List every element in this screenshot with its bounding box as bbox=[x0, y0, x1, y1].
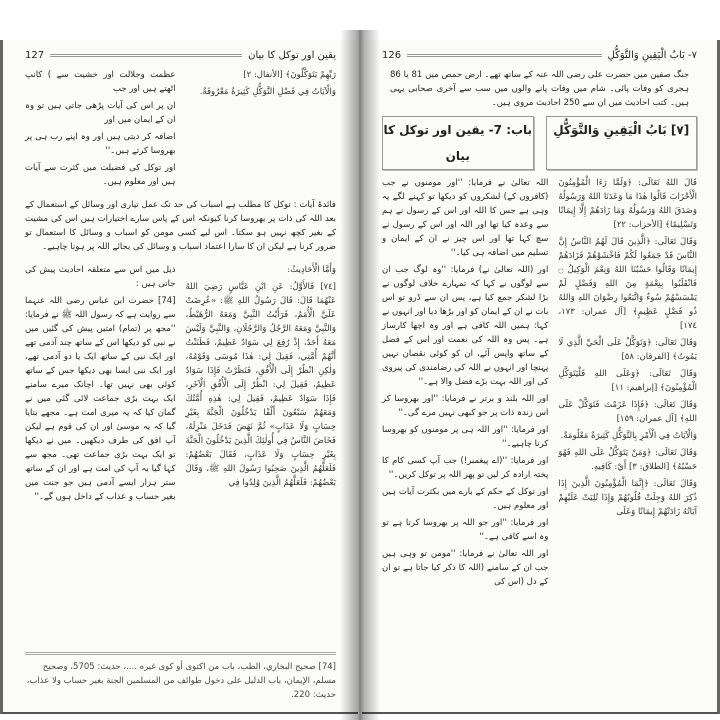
urdu-paragraph: اور (اللہ تعالیٰ نے) فرمایا: ''وہ لوگ جب ان سے لوگوں نے کہا کہ تمہارے خلاف لوگوں نے بڑا لشکر جمع کیا ہے، پس ان سے ڈرو تو اس بات نے ان کے ایمان کو اور بڑھا دیا اور انہوں نے کہا: ہمیں اللہ کافی ہے اور وہ اچھا کارساز ہے۔ پس وہ اللہ کی نعمت اور اس کے فضل کے ساتھ واپس آئے، ان کو کوئی نقصان نہیں پہنچا اور انہوں نے اللہ کی رضامندی کی پیروی کی اور اللہ بہت بڑے فضل والا ہے۔'' bbox=[382, 265, 549, 387]
arabic-verse: وَقَالَ تَعَالَى: ﴿وَتَوَكَّلْ عَلَى الْحَيِّ الَّذِي لَا يَمُوتُ﴾ [الفرقان: ٥٨] bbox=[558, 338, 697, 362]
urdu-paragraph: اور فرمایا: ''اور جو اللہ پر بھروسا کرتا ہے تو وہ اسے کافی ہے۔'' bbox=[382, 518, 549, 542]
intro-text: جنگ صفین میں حضرت علی رضی اللہ عنہ کے ساتھ تھے۔ ارض حمص میں 81 یا 86 ہجری کو وفات پائی۔ شام میں وفات پانے والوں میں سب سے آخری صحابی یہی ہیں۔ کتب احادیث میں ان سے 250 احادیث مروی ہیں۔ bbox=[390, 70, 690, 108]
urdu-paragraph: اللہ تعالیٰ نے فرمایا: ''اور مومنوں نے جب (کافروں کے) لشکروں کو دیکھا تو کہنے لگے یہ وہی ہے جس کا اللہ اور اس کے رسول نے ہم سے وعدہ کیا تھا اور اللہ اور اس کے رسول نے سچ کہا تھا اور اس چیز نے ان کے ایمان و تسلیم میں اضافہ ہی کیا۔'' bbox=[382, 178, 549, 258]
arabic-verse: وَقَالَ تَعَالَى: ﴿وَمَنْ يَتَوَكَّلْ عَلَى اللهِ فَهُوَ حَسْبُهُ﴾ [الطلاق: ٣] أَيْ: كَافِيهِ. bbox=[558, 448, 697, 472]
arabic-column bbox=[558, 176, 697, 592]
left-page bbox=[0, 40, 358, 714]
arabic-verse: وَقَالَ تَعَالَى: ﴿وَعَلَى اللهِ فَلْيَتَوَكَّلِ الْمُؤْمِنُونَ﴾ [إبراهيم: ١١] bbox=[558, 369, 697, 393]
arabic-text: وَأَمَّا الْأَحَادِيثُ: bbox=[287, 265, 336, 275]
arabic-verse: وَقَالَ تَعَالَى: ﴿الَّذِينَ قَالَ لَهُمُ النَّاسُ إِنَّ النَّاسَ قَدْ جَمَعُوا لَكُمْ فَاخْشَوْهُمْ فَزَادَهُمْ إِيمَانًا وَقَالُوا حَسْبُنَا اللهُ وَنِعْمَ الْوَكِيلُ ۝ فَانْقَلَبُوا بِنِعْمَةٍ مِنَ اللهِ وَفَضْلٍ لَمْ يَمْسَسْهُمْ سُوءٌ وَاتَّبَعُوا رِضْوَانَ اللهِ وَاللهُ ذُو فَضْلٍ عَظِيمٍ﴾ [آل عمران: ١٧٣، ١٧٤] bbox=[558, 237, 697, 331]
urdu-paragraph: عظمت وجلالت اور خشیت سے ) کانپ اٹھتے ہیں اور جب bbox=[25, 70, 176, 94]
arabic-verse: وَقَالَ تَعَالَى: ﴿إِنَّمَا الْمُؤْمِنُونَ الَّذِينَ إِذَا ذُكِرَ اللهُ وَجِلَتْ قُلُوبُهُمْ وَإِذَا تُلِيَتْ عَلَيْهِمْ آيَاتُهُ زَادَتْهُمْ إِيمَانًا وَعَلَى bbox=[558, 479, 697, 517]
urdu-paragraph: اور توکل کی فضیلت میں کثرت سے آیات ہیں اور معلوم ہیں۔ bbox=[25, 163, 176, 187]
urdu-paragraph: اور فرمایا: ''اور اللہ ہی پر مومنوں کو بھروسا کرنا چاہیے۔'' bbox=[382, 425, 549, 449]
arabic-column bbox=[186, 68, 337, 192]
urdu-paragraph: ذیل میں اس سے متعلقہ احادیث پیش کی جاتی ہیں : bbox=[25, 265, 176, 289]
urdu-paragraph: اور توکل کے حکم کے بارے میں بکثرت آیات ہیں اور معلوم ہیں۔ bbox=[382, 487, 549, 511]
urdu-paragraph: اور اللہ بلند و برتر نے فرمایا: ''اور بھروسا کر اس زندہ ذات پر جو کبھی نہیں مرے گی۔'' bbox=[382, 394, 549, 418]
verse-row bbox=[25, 68, 336, 192]
urdu-paragraph: اضافہ کر دیتی ہیں اور وہ اپنے رب ہی پر بھروسا کرتے ہیں۔'' bbox=[25, 132, 176, 156]
urdu-paragraph: ان پر اس کی آیات پڑھی جاتی ہیں تو وہ ان کے ایمان میں اور bbox=[25, 101, 176, 125]
page-number: 127 bbox=[25, 49, 45, 61]
urdu-chapter-title: باب: 7- یقین اور توکل کا بیان bbox=[382, 116, 534, 170]
arabic-verse: رَبِّهِمْ يَتَوَكَّلُونَ﴾ [الأنفال: ٢] bbox=[243, 70, 336, 80]
urdu-column bbox=[25, 68, 176, 192]
right-page-header bbox=[382, 48, 697, 62]
benefit-note: فائدۂ آیات : توکل کا مطلب ہے اسباب کی حد تک عمل تیاری اور وسائل کے استعمال کے بعد اللہ کی ذات پر بھروسا کرنا کیونکہ اس کے پاس سارے اختیارات ہیں اس کی مشیت کے بغیر کچھ نہیں ہو سکتا۔ اس لیے کسی مومن کو اسباب و وسائل کا استعمال تو ضرور کرنا ہے لیکن ان کا سارا اعتماد اسباب و وسائل کی بجائے اللہ پر ہونا چاہیے۔ bbox=[25, 200, 336, 252]
arabic-verse: قَالَ اللهُ تَعَالَى: ﴿وَلَمَّا رَءَا الْمُؤْمِنُونَ الْأَحْزَابَ قَالُوا هٰذَا مَا وَعَدَنَا اللهُ وَرَسُولُهُ وَصَدَقَ اللهُ وَرَسُولُهُ وَمَا زَادَهُمْ إِلَّا إِيمَانًا وَتَسْلِيمًا﴾ [الأحزاب: ٢٢] bbox=[558, 178, 697, 230]
urdu-hadith-column bbox=[25, 263, 176, 507]
left-page-header bbox=[25, 48, 336, 62]
chapter-titles bbox=[382, 116, 697, 170]
arabic-hadith-column bbox=[186, 263, 337, 507]
hadith-translation: [74] حضرت ابن عباس رضی اللہ عنہما سے روایت ہے کہ رسول اللہ ﷺ نے فرمایا: ''مجھ پر (تمام) امتیں پیش کی گئیں میں نے نبی کو دیکھا اس کے ساتھ چند آدمی تھے اور ایک نبی کے ساتھ ایک یا دو آدمی تھے، اور ایک نبی ایسا بھی دیکھا جس کے ساتھ کوئی بھی نہیں تھا۔ اچانک میرے سامنے ایک بہت بڑی جماعت لائی گئی میں نے گمان کیا کہ یہ میری امت ہے۔ مجھے بتایا گیا کہ یہ موسیٰ اور ان کی قوم ہے لیکن آپ افق کی طرف دیکھیں۔ میں نے دیکھا تو ایک بہت بڑی جماعت تھی۔ مجھ سے کہا گیا یہ آپ کی امت ہے اور ان کے ساتھ ستر ہزار ایسے آدمی ہیں جو جنت میں بغیر حساب و عذاب کے داخل ہوں گے۔'' bbox=[25, 296, 176, 502]
arabic-hadith: [٧٤] فَالأَوَّلُ: عَنِ ابْنِ عَبَّاسٍ رَضِيَ اللهُ عَنْهُمَا قَالَ: قَالَ رَسُولُ اللهِ ﷺ: «عُرِضَتْ عَلَيَّ الْأُمَمُ، فَرَأَيْتُ النَّبِيَّ وَمَعَهُ الرُّهَيْطُ، وَالنَّبِيَّ وَمَعَهُ الرَّجُلُ وَالرَّجُلَانِ، وَالنَّبِيَّ وَلَيْسَ مَعَهُ أَحَدٌ، إِذْ رُفِعَ لِي سَوَادٌ عَظِيمٌ، فَظَنَنْتُ أَنَّهُمْ أُمَّتِي، فَقِيلَ لِي: هٰذَا مُوسَى وَقَوْمُهُ، وَلٰكِنِ انْظُرْ إِلَى الْأُفُقِ، فَنَظَرْتُ فَإِذَا سَوَادٌ عَظِيمٌ، فَقِيلَ لِي: انْظُرْ إِلَى الْأُفُقِ الْآخَرِ، فَإِذَا سَوَادٌ عَظِيمٌ، فَقِيلَ لِي: هٰذِهِ أُمَّتُكَ وَمَعَهُمْ سَبْعُونَ أَلْفًا يَدْخُلُونَ الْجَنَّةَ بِغَيْرِ حِسَابٍ وَلَا عَذَابٍ» ثُمَّ نَهَضَ فَدَخَلَ مَنْزِلَهُ، فَخَاضَ النَّاسُ فِي أُولٰئِكَ الَّذِينَ يَدْخُلُونَ الْجَنَّةَ بِغَيْرِ حِسَابٍ وَلَا عَذَابٍ، فَقَالَ بَعْضُهُمْ: فَلَعَلَّهُمُ الَّذِينَ صَحِبُوا رَسُولَ اللهِ ﷺ، وَقَالَ بَعْضُهُمْ: فَلَعَلَّهُمُ الَّذِينَ وُلِدُوا فِي bbox=[185, 282, 336, 488]
header-rule bbox=[50, 54, 242, 57]
arabic-chapter-title: [٧] بَابُ الْيَقِينِ وَالتَّوَكُّلِ bbox=[546, 116, 698, 170]
arabic-text: وَالْآيَاتُ فِي الْأَمْرِ بِالتَّوَكُّلِ كَثِيرَةٌ مَعْلُومَةٌ. bbox=[560, 431, 697, 441]
page-number: 126 bbox=[382, 49, 402, 61]
footnote: [74] صحيح البخاري، الطب، باب من اكتوى أو كوى غيره ....، حديث: 5705، وصحيح مسلم، الإيمان، باب الدليل على دخول طوائف من المسلمين الجنة بغير حساب ولا عذاب، حديث: 220. bbox=[25, 652, 336, 702]
arabic-verse: وَقَالَ تَعَالَى: ﴿فَإِذَا عَزَمْتَ فَتَوَكَّلْ عَلَى اللهِ﴾ [آل عمران: ١٥٩] bbox=[558, 400, 697, 424]
verses-row bbox=[382, 176, 697, 592]
hadith-row bbox=[25, 263, 336, 507]
right-page bbox=[362, 40, 720, 714]
urdu-paragraph: اور اللہ تعالیٰ نے فرمایا: ''مومن تو وہی ہیں جب ان کے سامنے (اللہ کا ذکر کیا جاتا ہے تو ان کے دل (اس کی bbox=[382, 549, 549, 587]
urdu-paragraph: اور فرمایا: ''(اے پیغمبر!) جب آپ کسی کام کا پختہ ارادہ کر لیں تو پھر اللہ پر توکل کریں۔'' bbox=[382, 456, 549, 480]
running-head: یقین اور توکل کا بیان bbox=[248, 49, 336, 61]
commentary bbox=[25, 198, 336, 257]
arabic-text: وَالْآيَاتُ فِي فَضْلِ التَّوَكُّلِ كَثِيرَةٌ مَعْرُوفَةٌ. bbox=[199, 87, 336, 97]
running-head: ٧- بَابُ الْيَقِينِ وَالتَّوَكُّلِ bbox=[607, 49, 697, 61]
header-rule bbox=[407, 54, 601, 57]
urdu-column bbox=[382, 176, 548, 592]
